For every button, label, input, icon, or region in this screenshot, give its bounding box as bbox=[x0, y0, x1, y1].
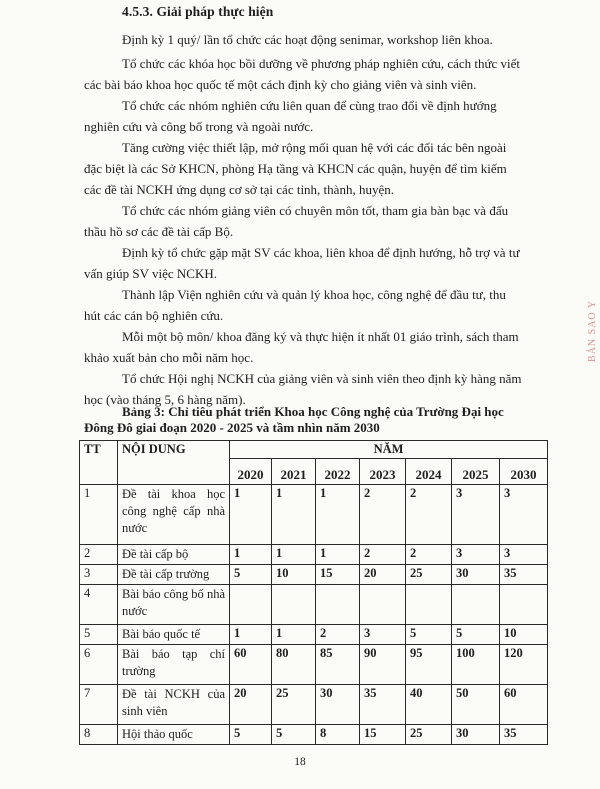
table-row bbox=[80, 545, 548, 565]
paragraph-line: Tổ chức các nhóm giảng viên có chuyên môn tốt, tham gia bàn bạc và đấu bbox=[122, 203, 509, 218]
row-value: 20 bbox=[360, 565, 406, 585]
row-value: 35 bbox=[500, 565, 548, 585]
row-value: 25 bbox=[406, 565, 452, 585]
row-value: 25 bbox=[272, 685, 316, 725]
paragraph-line: Tăng cường việc thiết lập, mở rộng mối quan hệ với các đối tác bên ngoài bbox=[122, 140, 507, 155]
row-value: 3 bbox=[500, 545, 548, 565]
row-content: Hội thảo quốc bbox=[118, 725, 230, 745]
row-tt: 7 bbox=[80, 685, 118, 725]
row-value: 95 bbox=[406, 645, 452, 685]
table-caption-line: Bảng 3: Chỉ tiêu phát triển Khoa học Công nghệ của Trường Đại học bbox=[122, 404, 504, 419]
row-value: 85 bbox=[316, 645, 360, 685]
row-value: 90 bbox=[360, 645, 406, 685]
table-caption-line: Đông Đô giai đoạn 2020 - 2025 và tầm nhìn năm 2030 bbox=[84, 420, 380, 435]
paragraph bbox=[84, 326, 524, 368]
row-value bbox=[406, 585, 452, 625]
row-value: 1 bbox=[272, 545, 316, 565]
row-value: 2 bbox=[360, 545, 406, 565]
paragraph-line: Định kỳ 1 quý/ lần tổ chức các hoạt động senimar, workshop liên khoa. bbox=[122, 32, 493, 47]
paragraph-line: các đề tài NCKH ứng dụng cơ sở tại các tỉnh, thành, huyện. bbox=[84, 182, 394, 197]
paragraph bbox=[84, 95, 524, 137]
paragraph-line: đặc biệt là các Sở KHCN, phòng Hạ tầng và KHCN các quận, huyện để tìm kiếm bbox=[84, 161, 507, 176]
row-value: 120 bbox=[500, 645, 548, 685]
margin-stamp: BẢN SAO Y bbox=[587, 300, 598, 362]
row-value: 2 bbox=[406, 485, 452, 545]
row-value: 5 bbox=[272, 725, 316, 745]
paragraph bbox=[84, 242, 524, 284]
row-value bbox=[230, 585, 272, 625]
table-caption bbox=[84, 404, 544, 436]
row-value: 5 bbox=[406, 625, 452, 645]
row-content: Bài báo quốc tế bbox=[118, 625, 230, 645]
row-value bbox=[316, 585, 360, 625]
row-value: 3 bbox=[452, 545, 500, 565]
row-tt: 5 bbox=[80, 625, 118, 645]
row-value: 3 bbox=[500, 485, 548, 545]
year-header: 2030 bbox=[500, 459, 548, 485]
row-value: 30 bbox=[452, 725, 500, 745]
row-value: 1 bbox=[272, 485, 316, 545]
col-content-header: NỘI DUNG bbox=[118, 441, 230, 485]
row-value: 35 bbox=[360, 685, 406, 725]
row-value: 35 bbox=[500, 725, 548, 745]
paragraph-line: Mỗi một bộ môn/ khoa đăng ký và thực hiện ít nhất 01 giáo trình, sách tham bbox=[122, 329, 519, 344]
year-header: 2020 bbox=[230, 459, 272, 485]
row-value: 5 bbox=[230, 565, 272, 585]
row-value: 15 bbox=[316, 565, 360, 585]
row-value: 1 bbox=[230, 485, 272, 545]
row-value: 25 bbox=[406, 725, 452, 745]
row-value: 1 bbox=[230, 545, 272, 565]
table-row bbox=[80, 645, 548, 685]
row-content: Bài báo công bố nhà nước bbox=[118, 585, 230, 625]
row-value: 2 bbox=[316, 625, 360, 645]
col-tt-header: TT bbox=[80, 441, 118, 485]
kpi-table bbox=[79, 440, 548, 745]
row-content: Đề tài NCKH của sinh viên bbox=[118, 685, 230, 725]
table-row bbox=[80, 725, 548, 745]
table-body bbox=[80, 485, 548, 745]
paragraph-line: khảo xuất bản cho mỗi năm học. bbox=[84, 350, 254, 365]
row-value: 50 bbox=[452, 685, 500, 725]
row-value: 30 bbox=[452, 565, 500, 585]
row-content: Bài báo tạp chí trường bbox=[118, 645, 230, 685]
table-row bbox=[80, 685, 548, 725]
year-header: 2022 bbox=[316, 459, 360, 485]
row-value: 60 bbox=[500, 685, 548, 725]
row-value: 1 bbox=[272, 625, 316, 645]
year-header: 2024 bbox=[406, 459, 452, 485]
paragraph bbox=[84, 53, 524, 95]
paragraph-line: Tổ chức các nhóm nghiên cứu liên quan để cùng trao đổi về định hướng bbox=[122, 98, 497, 113]
row-value: 60 bbox=[230, 645, 272, 685]
row-value: 10 bbox=[500, 625, 548, 645]
row-value: 2 bbox=[360, 485, 406, 545]
paragraph-line: vấn giúp SV việc NCKH. bbox=[84, 266, 218, 281]
paragraph-line: nghiên cứu và công bố trong và ngoài nước. bbox=[84, 119, 314, 134]
row-value: 1 bbox=[316, 545, 360, 565]
paragraph-line: hút các cán bộ nghiên cứu. bbox=[84, 308, 224, 323]
table-row bbox=[80, 585, 548, 625]
paragraph-line: thầu hồ sơ các đề tài cấp Bộ. bbox=[84, 224, 234, 239]
paragraph-line: Tổ chức các khóa học bồi dưỡng về phương pháp nghiên cứu, cách thức viết bbox=[122, 56, 521, 71]
paragraph bbox=[84, 29, 524, 50]
row-tt: 4 bbox=[80, 585, 118, 625]
row-value: 1 bbox=[316, 485, 360, 545]
row-value: 40 bbox=[406, 685, 452, 725]
row-value: 10 bbox=[272, 565, 316, 585]
paragraph bbox=[84, 284, 524, 326]
row-value: 8 bbox=[316, 725, 360, 745]
paragraph bbox=[84, 137, 524, 200]
col-year-group-header: NĂM bbox=[230, 441, 548, 459]
row-value: 100 bbox=[452, 645, 500, 685]
paragraph-line: Định kỳ tổ chức gặp mặt SV các khoa, liên khoa để định hướng, hỗ trợ và tư bbox=[122, 245, 520, 260]
year-header: 2025 bbox=[452, 459, 500, 485]
row-value: 5 bbox=[230, 725, 272, 745]
year-header: 2023 bbox=[360, 459, 406, 485]
table-row bbox=[80, 625, 548, 645]
row-tt: 3 bbox=[80, 565, 118, 585]
row-tt: 6 bbox=[80, 645, 118, 685]
table-row bbox=[80, 565, 548, 585]
row-value bbox=[360, 585, 406, 625]
row-tt: 8 bbox=[80, 725, 118, 745]
row-value: 15 bbox=[360, 725, 406, 745]
row-value: 2 bbox=[406, 545, 452, 565]
row-value: 3 bbox=[452, 485, 500, 545]
row-value: 3 bbox=[360, 625, 406, 645]
row-value: 80 bbox=[272, 645, 316, 685]
page-number: 18 bbox=[294, 756, 306, 768]
paragraph-line: Tổ chức Hội nghị NCKH của giảng viên và sinh viên theo định kỳ hàng năm bbox=[122, 371, 522, 386]
year-header: 2021 bbox=[272, 459, 316, 485]
row-value bbox=[500, 585, 548, 625]
row-value: 5 bbox=[452, 625, 500, 645]
row-tt: 2 bbox=[80, 545, 118, 565]
row-value bbox=[272, 585, 316, 625]
section-heading: 4.5.3. Giải pháp thực hiện bbox=[122, 4, 274, 19]
paragraph-line: Thành lập Viện nghiên cứu và quản lý khoa học, công nghệ để đầu tư, thu bbox=[122, 287, 506, 302]
row-content: Đề tài cấp trường bbox=[118, 565, 230, 585]
paragraph bbox=[84, 200, 524, 242]
row-value: 30 bbox=[316, 685, 360, 725]
row-content: Đề tài cấp bộ bbox=[118, 545, 230, 565]
row-value: 20 bbox=[230, 685, 272, 725]
paragraph-line: các bài báo khoa học quốc tế một cách định kỳ cho giảng viên và sinh viên. bbox=[84, 77, 477, 92]
row-tt: 1 bbox=[80, 485, 118, 545]
table-row bbox=[80, 485, 548, 545]
row-value: 1 bbox=[230, 625, 272, 645]
paragraph-line: học (vào tháng 5, 6 hàng năm). bbox=[84, 392, 246, 407]
row-value bbox=[452, 585, 500, 625]
row-content: Đề tài khoa học công nghệ cấp nhà nước bbox=[118, 485, 230, 545]
